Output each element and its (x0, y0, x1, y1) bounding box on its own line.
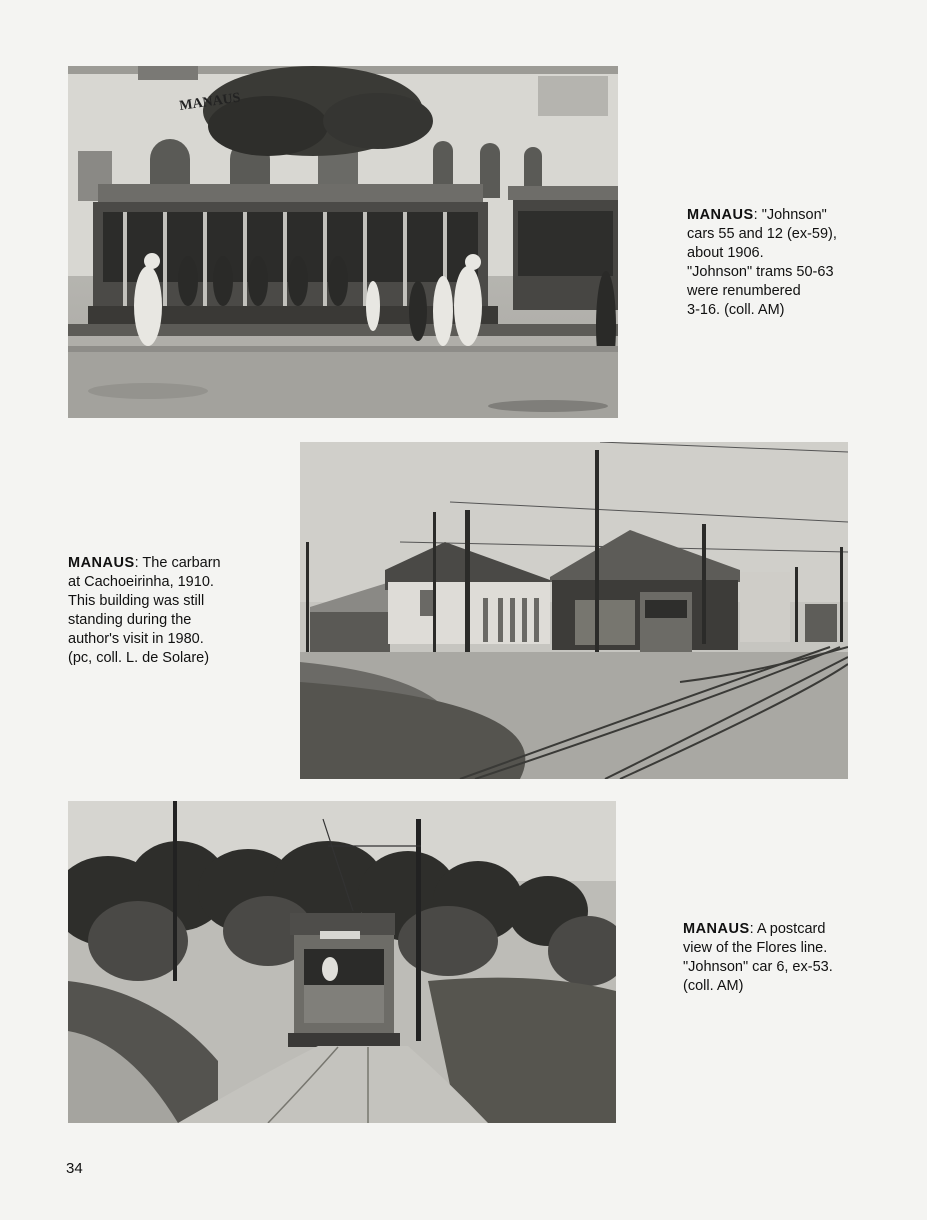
caption-johnson-cars (687, 206, 887, 320)
caption-line: at Cachoeirinha, 1910. (68, 574, 214, 590)
caption-line: author's visit in 1980. (68, 631, 204, 647)
caption-line: This building was still (68, 593, 205, 609)
caption-line: 3-16. (coll. AM) (687, 302, 785, 318)
photo-flores-line (68, 801, 616, 1123)
caption-line: standing during the (68, 612, 192, 628)
caption-line: (pc, coll. L. de Solare) (68, 650, 210, 666)
caption-line: were renumbered (687, 283, 801, 299)
page-number: 34 (66, 1160, 83, 1177)
photo1-sign: MANAUS (178, 90, 242, 114)
caption-line: : The carbarn (134, 555, 221, 571)
caption-line: : A postcard (749, 921, 826, 937)
caption-line: about 1906. (687, 245, 764, 261)
caption-line: (coll. AM) (683, 978, 744, 994)
photo-carbarn (300, 442, 848, 779)
caption-line: "Johnson" car 6, ex-53. (683, 959, 833, 975)
photo-johnson-cars (68, 66, 618, 418)
caption-lead: MANAUS (687, 207, 754, 223)
caption-line: "Johnson" trams 50-63 (687, 264, 834, 280)
caption-flores-line (683, 920, 883, 996)
caption-line: view of the Flores line. (683, 940, 828, 956)
caption-lead: MANAUS (683, 921, 750, 937)
caption-line: cars 55 and 12 (ex-59), (687, 226, 837, 242)
caption-lead: MANAUS (68, 555, 135, 571)
caption-line: : "Johnson" (753, 207, 827, 223)
caption-carbarn (68, 554, 268, 668)
